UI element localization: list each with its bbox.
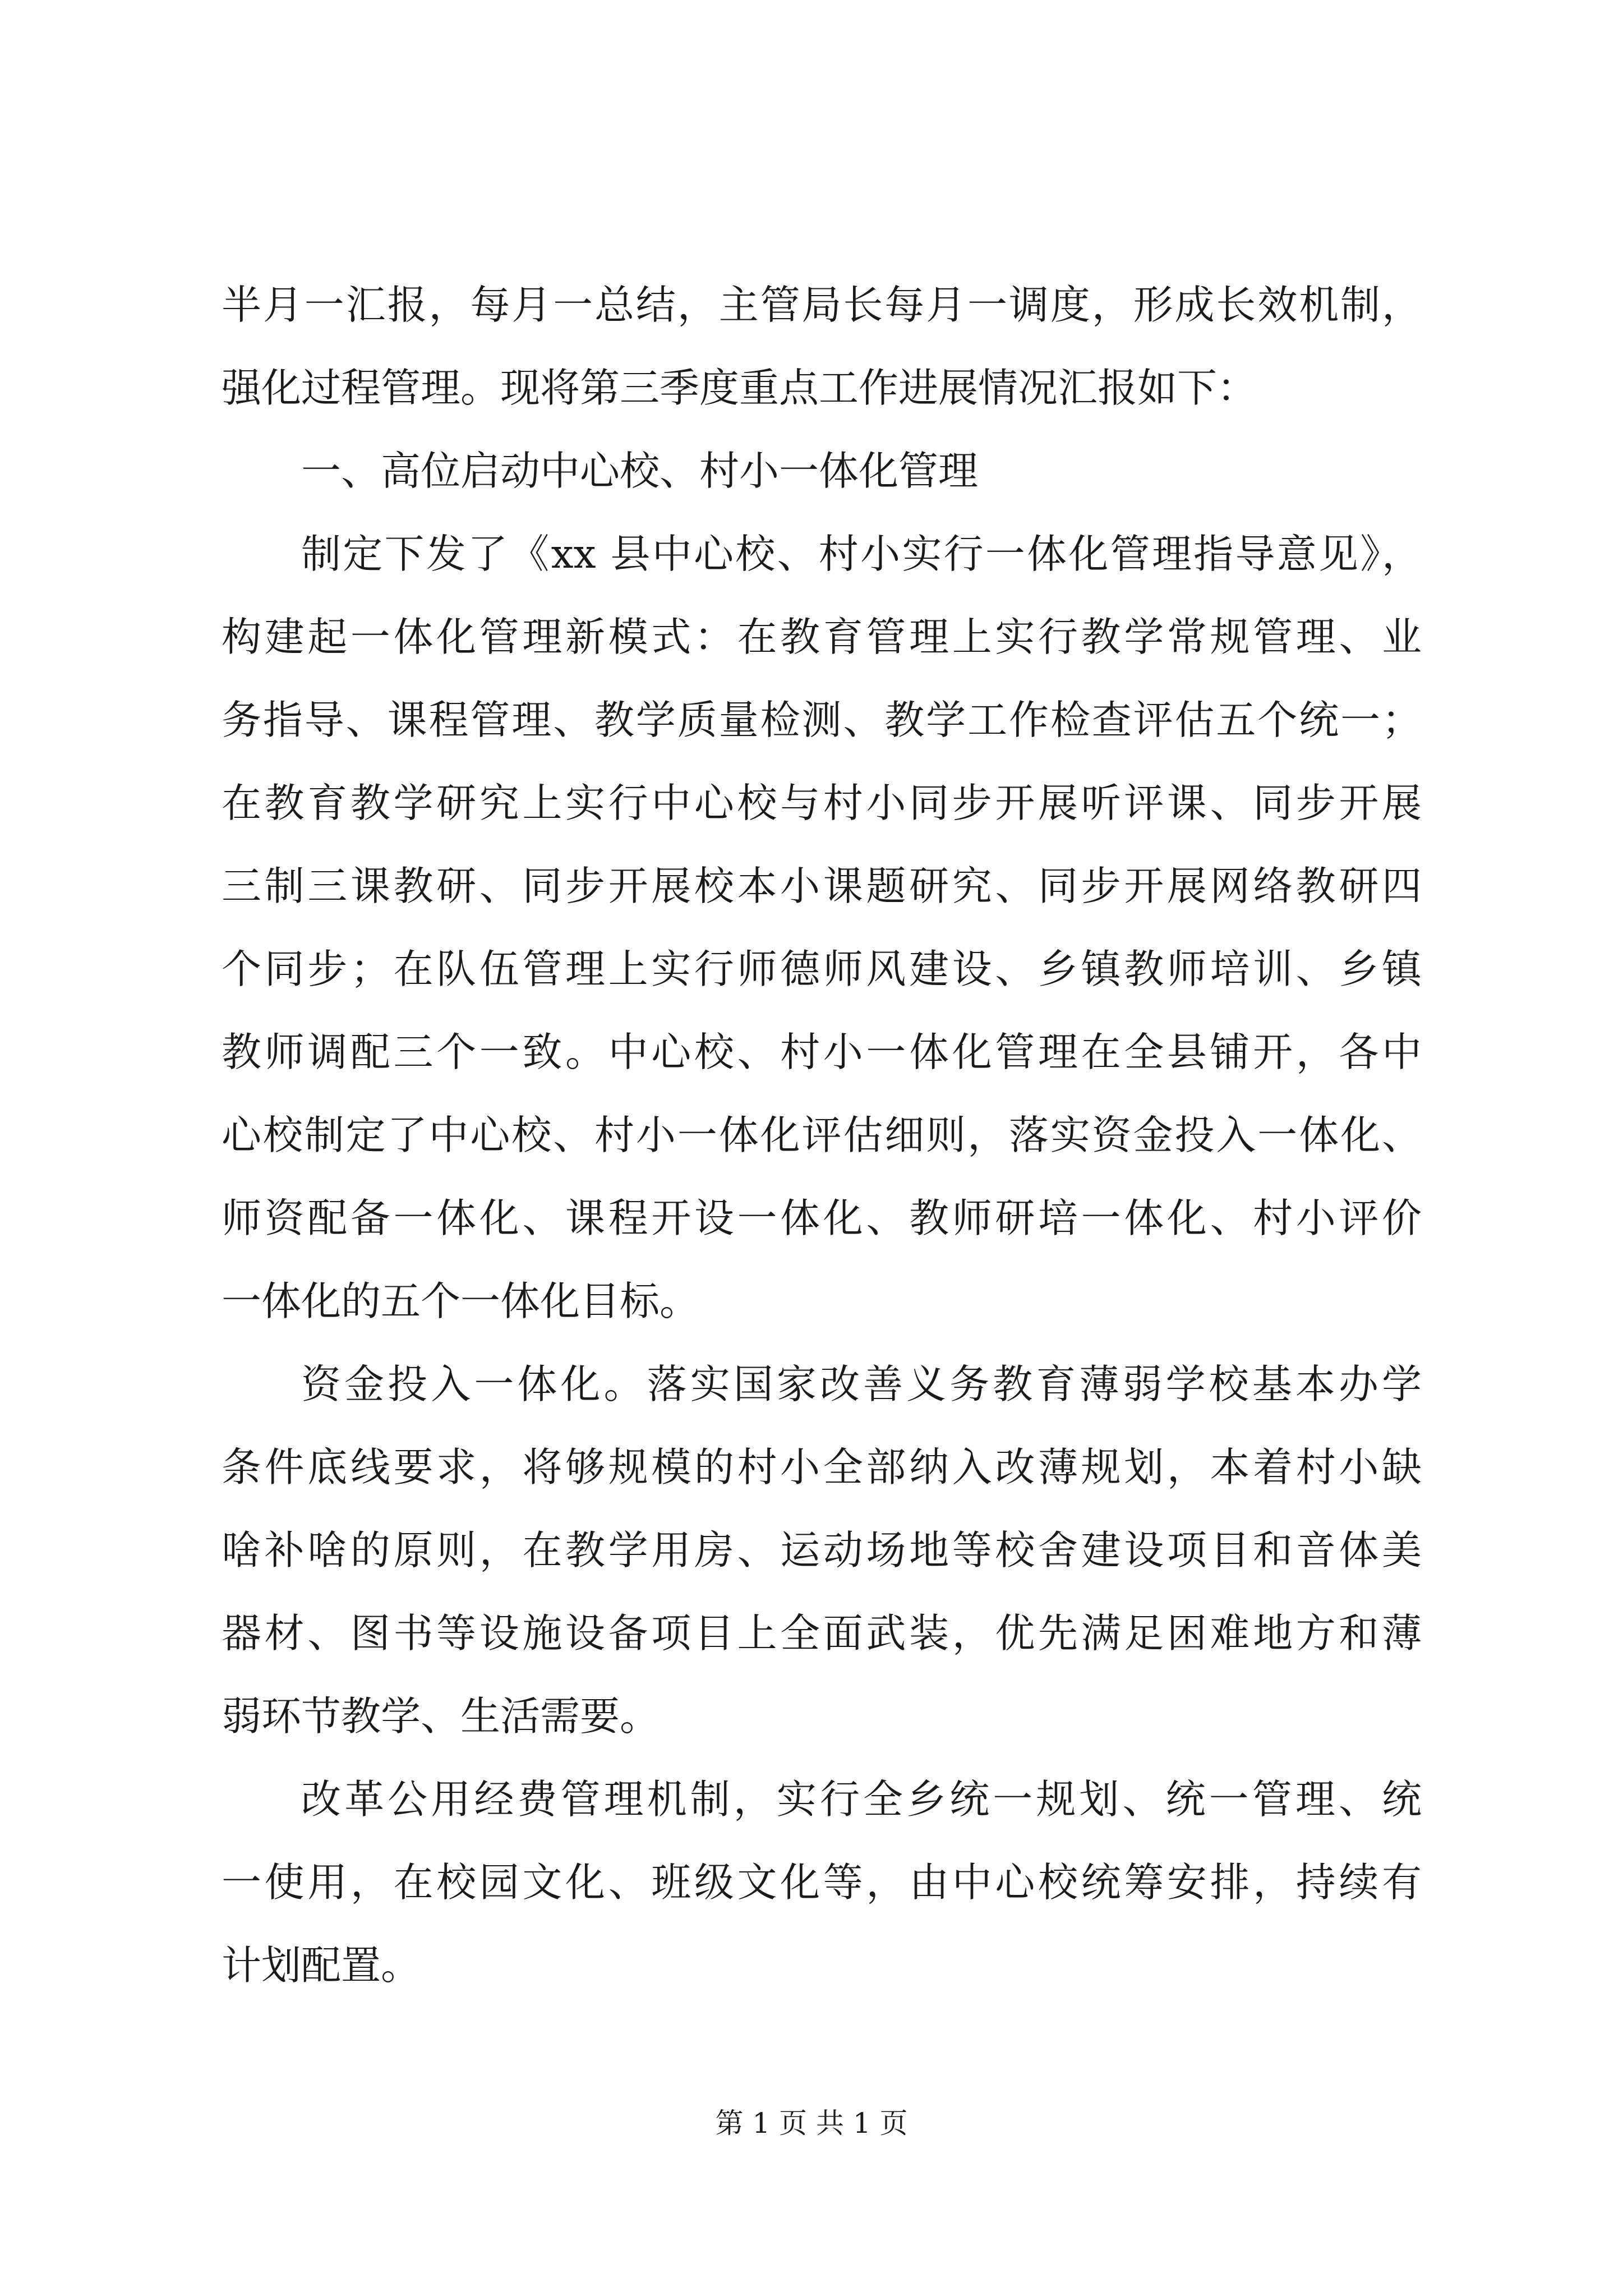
text-line: 构建起一体化管理新模式：在教育管理上实行教学常规管理、业 [222, 614, 1422, 660]
text-line: 心校制定了中心校、村小一体化评估细则，落实资金投入一体化、 [222, 1112, 1422, 1158]
text-line: 制定下发了《xx 县中心校、村小实行一体化管理指导意见》， [301, 531, 1422, 577]
text-line: 器材、图书等设施设备项目上全面武装，优先满足困难地方和薄 [222, 1610, 1422, 1657]
text-line: 师资配备一体化、课程开设一体化、教师研培一体化、村小评价 [222, 1195, 1422, 1241]
text-line: 计划配置。 [222, 1942, 421, 1989]
page-footer: 第 1 页 共 1 页 [715, 2107, 908, 2139]
text-line: 务指导、课程管理、教学质量检测、教学工作检查评估五个统一； [222, 697, 1422, 743]
text-line: 个同步；在队伍管理上实行师德师风建设、乡镇教师培训、乡镇 [222, 946, 1422, 992]
text-line: 资金投入一体化。落实国家改善义务教育薄弱学校基本办学 [301, 1361, 1422, 1407]
text-line: 条件底线要求，将够规模的村小全部纳入改薄规划，本着村小缺 [222, 1444, 1422, 1490]
text-line: 啥补啥的原则，在教学用房、运动场地等校舍建设项目和音体美 [222, 1527, 1422, 1573]
text-line: 一体化的五个一体化目标。 [222, 1278, 700, 1324]
text-line: 一使用，在校园文化、班级文化等，由中心校统筹安排，持续有 [222, 1859, 1422, 1906]
text-line: 在教育教学研究上实行中心校与村小同步开展听评课、同步开展 [222, 780, 1422, 826]
text-line: 三制三课教研、同步开展校本小课题研究、同步开展网络教研四 [222, 863, 1422, 909]
section-heading: 一、高位启动中心校、村小一体化管理 [301, 448, 979, 494]
text-line: 弱环节教学、生活需要。 [222, 1693, 660, 1740]
text-line: 强化过程管理。现将第三季度重点工作进展情况汇报如下： [222, 365, 1257, 411]
document-body [222, 264, 1422, 2007]
text-line: 改革公用经费管理机制，实行全乡统一规划、统一管理、统 [301, 1776, 1422, 1823]
text-line: 半月一汇报，每月一总结，主管局长每月一调度，形成长效机制， [222, 282, 1422, 328]
text-line: 教师调配三个一致。中心校、村小一体化管理在全县铺开，各中 [222, 1029, 1422, 1075]
